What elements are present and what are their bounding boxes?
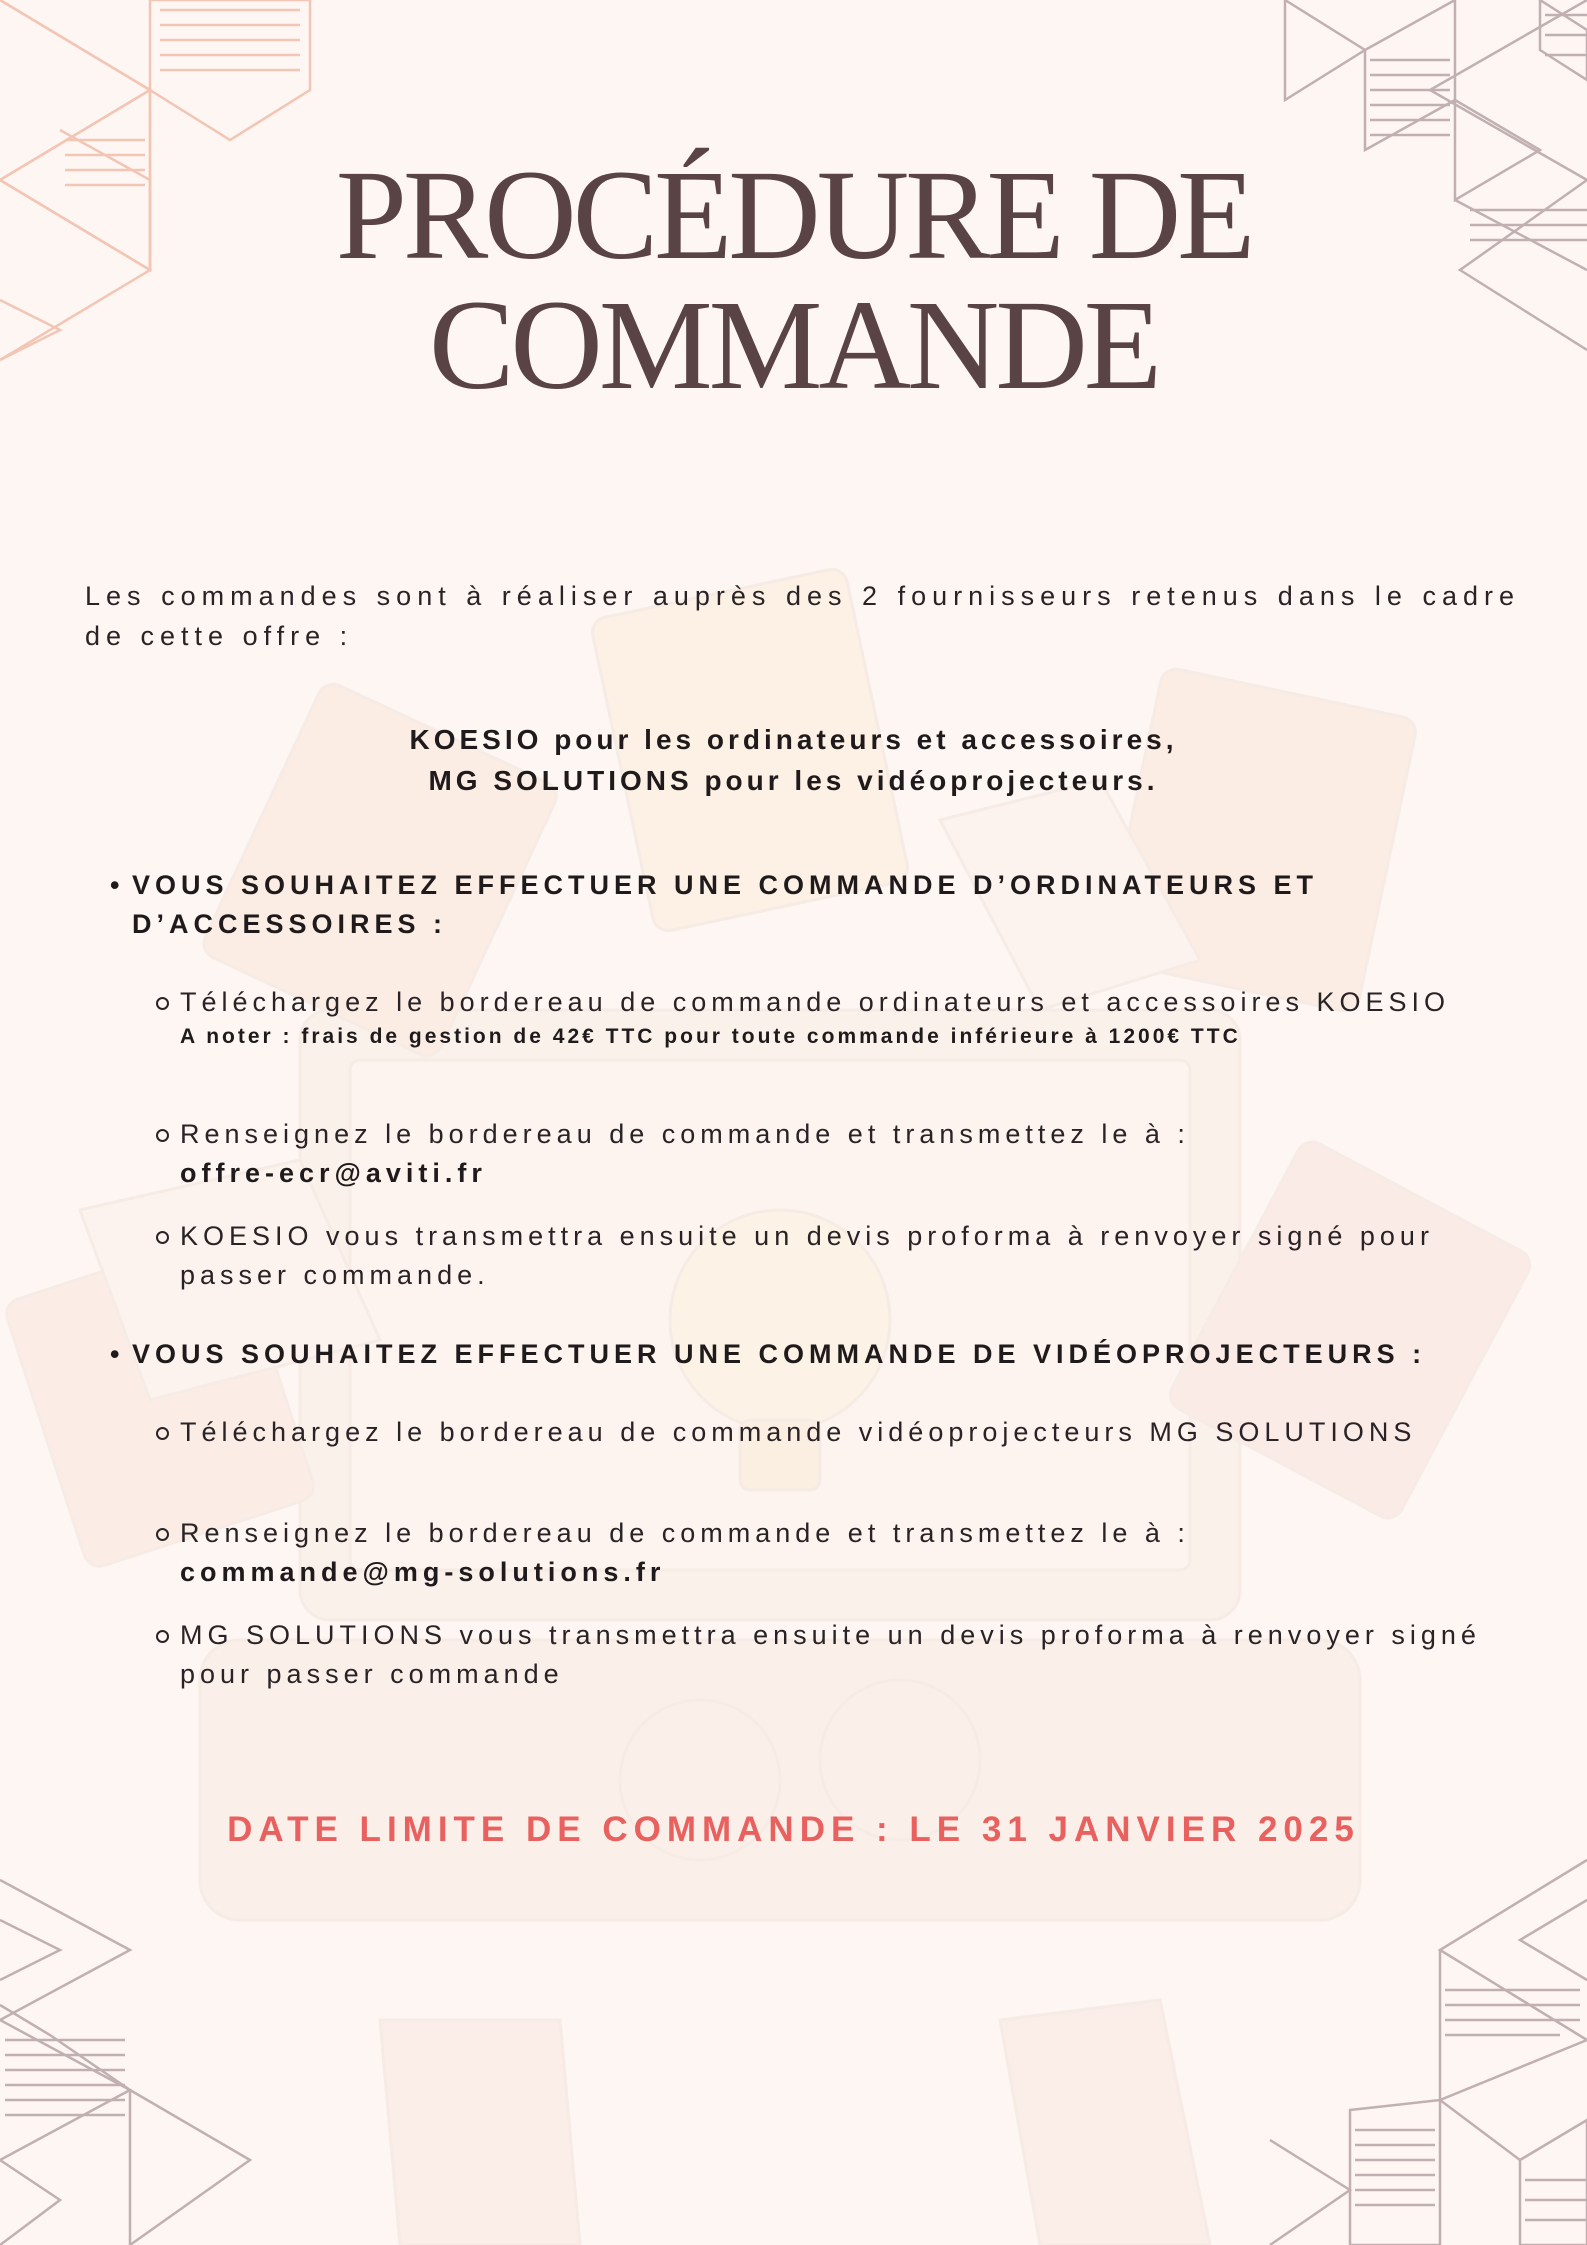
circle-bullet-icon	[156, 1528, 169, 1541]
circle-bullet-icon	[156, 1630, 169, 1643]
email-koesio[interactable]: offre-ecr@aviti.fr	[180, 1158, 487, 1188]
section-projectors-heading	[110, 1335, 1552, 1374]
hand-shape	[380, 2020, 580, 2245]
list-item-download-mg	[180, 1413, 1510, 1452]
list-item-download-koesio	[180, 983, 1510, 1052]
circle-bullet-icon	[156, 1427, 169, 1440]
section-computers-heading	[110, 866, 1552, 944]
list-item-fill-mg	[180, 1514, 1510, 1592]
list-item-text: Téléchargez le bordereau de commande vidéoprojecteurs MG SOLUTIONS	[180, 1417, 1417, 1447]
title-line-2: COMMANDE	[429, 274, 1158, 416]
supplier-mg-solutions: MG SOLUTIONS pour les vidéoprojecteurs.	[428, 765, 1159, 796]
list-item-text: Renseignez le bordereau de commande et transmettez le à :	[180, 1518, 1190, 1548]
section-computers-title: VOUS SOUHAITEZ EFFECTUER UNE COMMANDE D’ORDINATEURS ET D’ACCESSOIRES :	[132, 870, 1319, 939]
bullet-icon: •	[110, 1339, 125, 1369]
intro-paragraph: Les commandes sont à réaliser auprès des 2 fournisseurs retenus dans le cadre de cette offre :	[85, 581, 1520, 651]
list-item-fill-koesio	[180, 1115, 1510, 1193]
list-item-text: Téléchargez le bordereau de commande ordinateurs et accessoires KOESIO	[180, 987, 1450, 1017]
title-line-1: PROCÉDURE DE	[335, 144, 1252, 286]
section-projectors-title: VOUS SOUHAITEZ EFFECTUER UNE COMMANDE DE VIDÉOPROJECTEURS :	[132, 1339, 1427, 1369]
circle-bullet-icon	[156, 997, 169, 1010]
list-item-text: Renseignez le bordereau de commande et transmettez le à :	[180, 1119, 1190, 1149]
page-title	[0, 144, 1587, 416]
suppliers-block	[0, 719, 1587, 801]
circle-bullet-icon	[156, 1231, 169, 1244]
circle-bullet-icon	[156, 1129, 169, 1142]
list-item-proforma-koesio	[180, 1217, 1510, 1295]
list-item-text: MG SOLUTIONS vous transmettra ensuite un devis proforma à renvoyer signé pour passer commande	[180, 1620, 1481, 1689]
deadline-banner: DATE LIMITE DE COMMANDE : LE 31 JANVIER 2025	[227, 1810, 1360, 1849]
fees-note: A noter : frais de gestion de 42€ TTC pour toute commande inférieure à 1200€ TTC	[180, 1025, 1241, 1048]
supplier-koesio: KOESIO pour les ordinateurs et accessoires,	[409, 724, 1178, 755]
bullet-icon: •	[110, 870, 125, 900]
corner-pattern-bottom-left	[0, 1880, 250, 2245]
list-item-proforma-mg	[180, 1616, 1510, 1694]
list-item-text: KOESIO vous transmettra ensuite un devis proforma à renvoyer signé pour passer commande.	[180, 1221, 1434, 1290]
email-mg-solutions[interactable]: commande@mg-solutions.fr	[180, 1557, 666, 1587]
